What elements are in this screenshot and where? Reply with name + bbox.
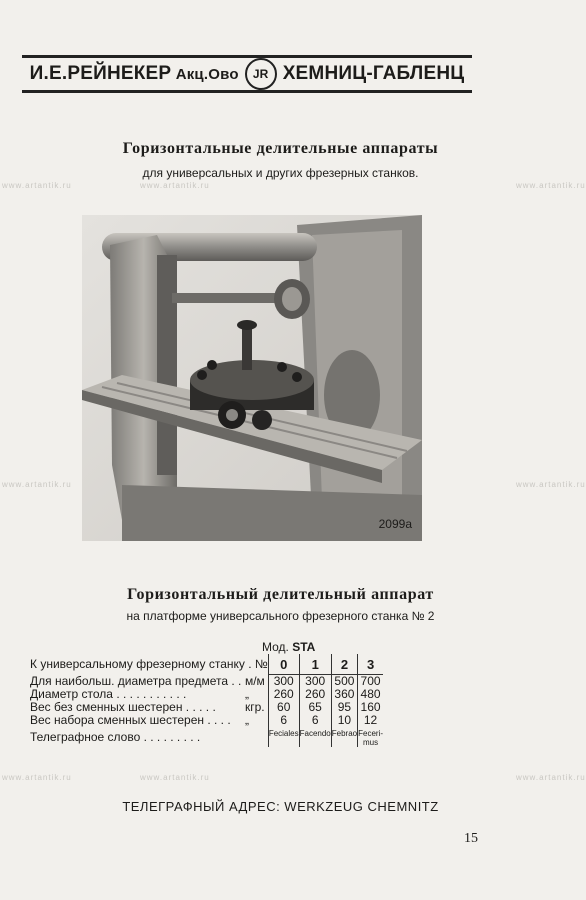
- table-cell: 360: [331, 688, 357, 701]
- milling-machine-illustration: [82, 215, 422, 541]
- table-cell: 6: [268, 714, 299, 727]
- section-title: Горизонтальный делительный аппарат: [127, 586, 434, 603]
- table-cell: 2: [331, 654, 357, 675]
- table-cell: 6: [299, 714, 331, 727]
- section-subtitle: на платформе универсального фрезерного станка № 2: [126, 609, 435, 623]
- row-label: Вес набора сменных шестерен . . . .: [30, 713, 231, 727]
- watermark: www.artantik.ru: [2, 773, 72, 782]
- company-type: Акц.Ово: [175, 65, 239, 83]
- header-label: К универсальному фрезерному станку . №: [30, 656, 268, 671]
- table-cell: 300: [299, 675, 331, 689]
- page-number: 15: [464, 831, 478, 846]
- table-cell: 500: [331, 675, 357, 689]
- row-unit: „: [244, 713, 249, 727]
- watermark: www.artantik.ru: [516, 773, 586, 782]
- table-cell: 160: [358, 701, 383, 714]
- row-label: Диаметр стола . . . . . . . . . . .: [30, 687, 187, 701]
- telegraph-address: ТЕЛЕГРАФНЫЙ АДРЕС: WERKZEUG CHEMNITZ: [122, 799, 439, 814]
- table-cell: 3: [358, 654, 383, 675]
- table-cell: 260: [299, 688, 331, 701]
- watermark: www.artantik.ru: [140, 181, 210, 190]
- table-row: [30, 714, 383, 727]
- row-unit: кгр.: [244, 700, 265, 714]
- company-name-left: И.Е.РЕЙНЕКЕР: [29, 63, 172, 84]
- table-cell: 1: [299, 654, 331, 675]
- watermark: www.artantik.ru: [516, 181, 586, 190]
- row-unit: м/м: [244, 673, 265, 688]
- table-cell: 0: [268, 654, 299, 675]
- model-label: Мод. STA: [262, 640, 316, 654]
- company-header: [22, 55, 472, 93]
- row-label: Для наибольш. диаметра предмета . .: [30, 673, 242, 688]
- table-row: [30, 675, 383, 689]
- table-cell: Feceri- mus: [358, 729, 383, 747]
- watermark: www.artantik.ru: [516, 480, 586, 489]
- table-cell: 65: [299, 701, 331, 714]
- table-cell: Feciales: [268, 727, 299, 747]
- table-cell: 260: [268, 688, 299, 701]
- watermark: www.artantik.ru: [140, 773, 210, 782]
- table-cell: 480: [358, 688, 383, 701]
- figure-number: 2099a: [378, 517, 412, 531]
- table-cell: 95: [331, 701, 357, 714]
- row-label: Телеграфное слово . . . . . . . . .: [30, 729, 201, 744]
- table-cell: 700: [358, 675, 383, 689]
- table-cell: Febrao: [331, 727, 357, 747]
- table-cell: Facendo: [299, 727, 331, 747]
- row-label: Вес без сменных шестерен . . . . .: [30, 700, 216, 714]
- section-subtitle: для универсальных и других фрезерных станков.: [142, 166, 419, 180]
- machine-photo: [82, 215, 422, 541]
- company-location: ХЕМНИЦ-ГАБЛЕНЦ: [282, 63, 465, 84]
- row-unit: „: [244, 687, 249, 701]
- table-header-row: [30, 654, 383, 675]
- table-cell: 60: [268, 701, 299, 714]
- spec-table: [30, 654, 383, 747]
- table-cell: 10: [331, 714, 357, 727]
- section-title: Горизонтальные делительные аппараты: [122, 140, 439, 157]
- table-cell: 300: [268, 675, 299, 689]
- company-logo: JR: [245, 58, 277, 90]
- table-cell: 12: [358, 714, 383, 727]
- watermark: www.artantik.ru: [2, 480, 72, 489]
- watermark: www.artantik.ru: [2, 181, 72, 190]
- table-row: [30, 727, 383, 747]
